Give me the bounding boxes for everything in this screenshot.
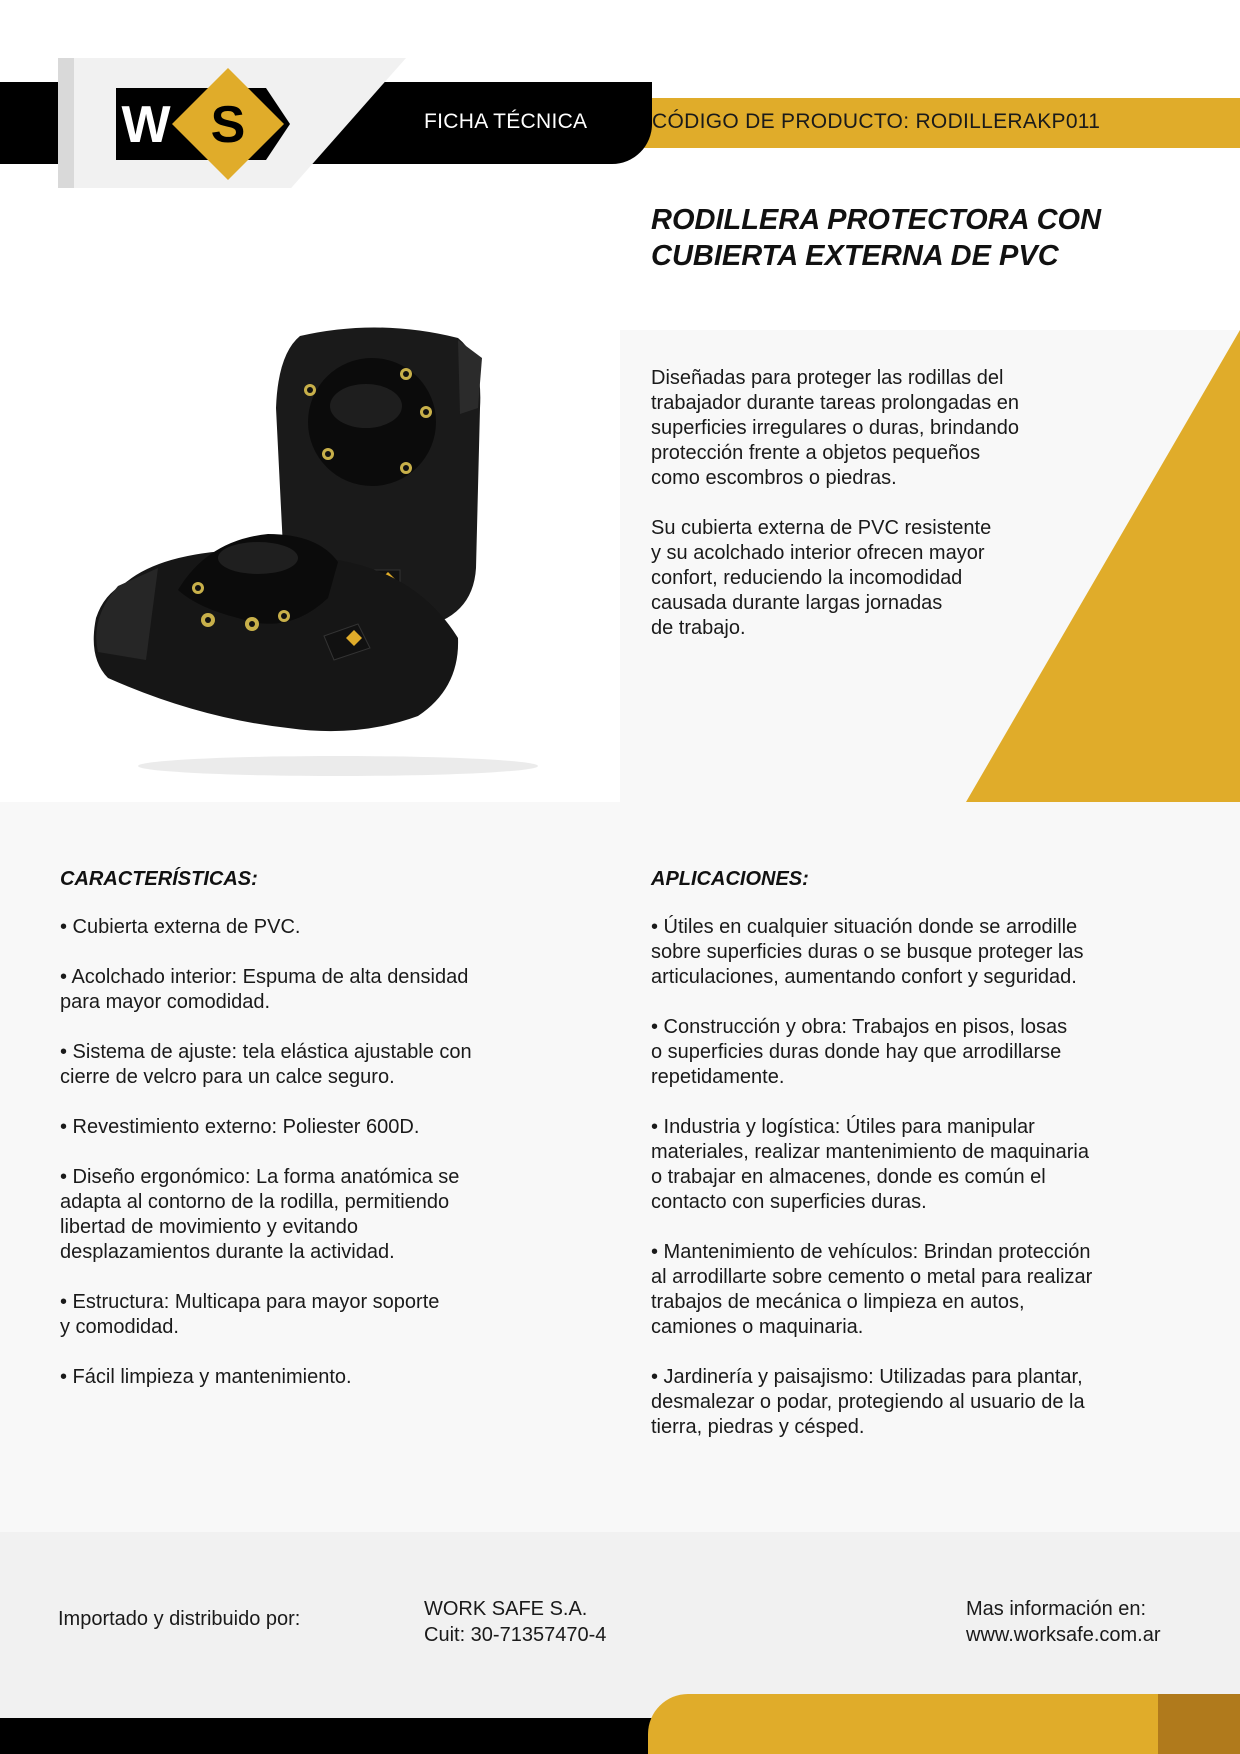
product-code: CÓDIGO DE PRODUCTO: RODILLERAKP011 <box>652 110 1101 133</box>
product-title: RODILLERA PROTECTORA CON CUBIERTA EXTERNA DE PVC <box>651 204 1102 272</box>
list-item: • Acolchado interior: Espuma de alta densidad para mayor comodidad. <box>60 966 469 1013</box>
logo-letter-s: S <box>210 96 246 154</box>
doc-type-label: FICHA TÉCNICA <box>424 110 588 133</box>
description-paragraph: Diseñadas para proteger las rodillas del trabajador durante tareas prolongadas en superficies irregulares o duras, brindando protección frente a objetos pequeños como escombros o piedras. <box>651 367 1020 489</box>
list-item: • Fácil limpieza y mantenimiento. <box>60 1366 352 1388</box>
list-item: • Sistema de ajuste: tela elástica ajustable con cierre de velcro para un calce seguro. <box>60 1041 472 1088</box>
product-description <box>651 366 1121 666</box>
more-info-label: Mas información en: <box>966 1598 1147 1620</box>
more-info <box>966 1596 1161 1648</box>
list-item: • Industria y logística: Útiles para manipular materiales, realizar mantenimiento de maquinaria o trabajar en almacenes, donde es común el contacto con superficies duras. <box>651 1116 1089 1213</box>
bottom-yellow-bar <box>648 1694 1240 1754</box>
worksafe-logo <box>116 68 312 180</box>
list-item: • Jardinería y paisajismo: Utilizadas para plantar, desmalezar o podar, protegiendo al usuario de la tierra, piedras y césped. <box>651 1366 1085 1438</box>
company-name: WORK SAFE S.A. <box>424 1598 588 1620</box>
logo-panel-edge <box>58 58 74 188</box>
company-info <box>424 1596 606 1648</box>
bottom-dark-yellow-block <box>1158 1694 1240 1754</box>
list-item: • Construcción y obra: Trabajos en pisos, losas o superficies duras donde hay que arrodillarse repetidamente. <box>651 1016 1068 1088</box>
product-image-knee-pads <box>88 318 548 798</box>
caracteristicas-heading: CARACTERÍSTICAS: <box>60 868 258 890</box>
list-item: • Mantenimiento de vehículos: Brindan protección al arrodillartе sobre cemento o metal para realizar trabajos de mecánica o limpieza en autos, camiones o maquinaria. <box>651 1241 1093 1338</box>
list-item: • Diseño ergonómico: La forma anatómica se adapta al contorno de la rodilla, permitiendo libertad de movimiento y evitando desplazamientos durante la actividad. <box>60 1166 460 1263</box>
list-item: • Cubierta externa de PVC. <box>60 916 301 938</box>
list-item: • Útiles en cualquier situación donde se arrodille sobre superficies duras o se busque proteger las articulaciones, aumentando confort y seguridad. <box>651 916 1084 988</box>
aplicaciones-list <box>651 915 1226 1465</box>
list-item: • Revestimiento externo: Poliester 600D. <box>60 1116 420 1138</box>
aplicaciones-heading: APLICACIONES: <box>651 868 809 890</box>
company-cuit: Cuit: 30-71357470-4 <box>424 1624 607 1646</box>
website-link[interactable]: www.worksafe.com.ar <box>966 1624 1161 1646</box>
logo-letter-w: W <box>121 96 171 154</box>
imported-by-label: Importado y distribuido por: <box>58 1608 301 1630</box>
description-paragraph: Su cubierta externa de PVC resistente y su acolchado interior ofrecen mayor confort, reduciendo la incomodidad causada durante largas jornadas de trabajo. <box>651 517 992 639</box>
caracteristicas-list <box>60 915 600 1415</box>
list-item: • Estructura: Multicapa para mayor soporte y comodidad. <box>60 1291 440 1338</box>
